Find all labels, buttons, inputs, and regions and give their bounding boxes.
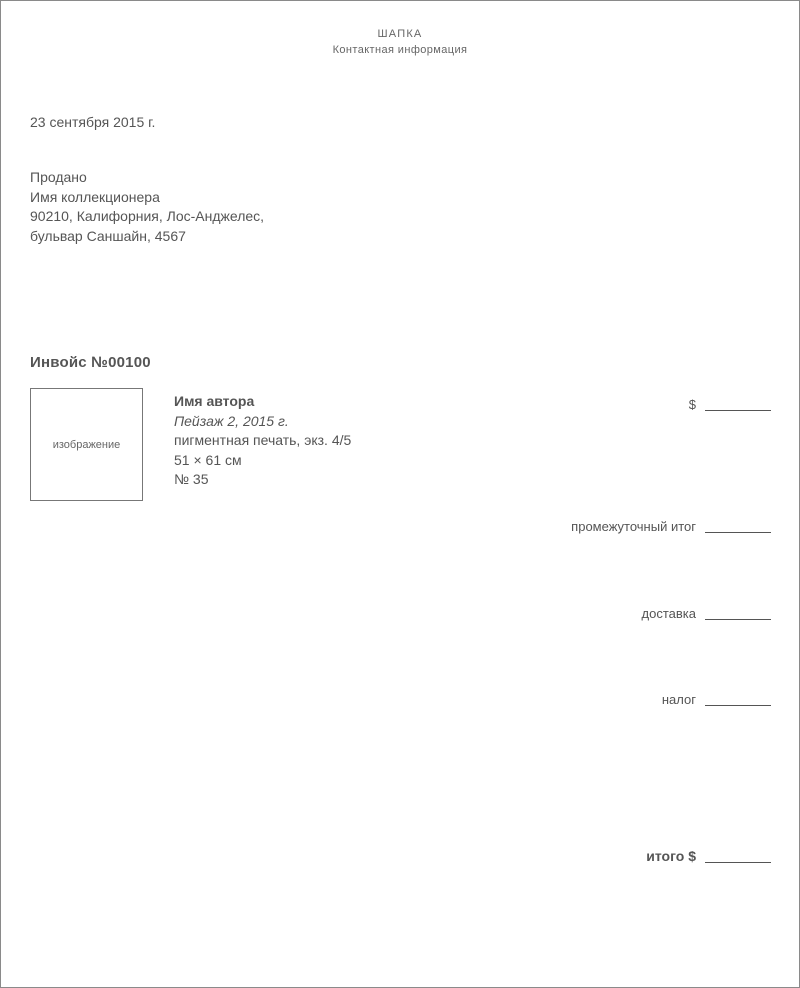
shipping-blank-line (705, 607, 771, 620)
artwork-dimensions: 51 × 61 см (174, 451, 242, 468)
tax-label: налог (661, 692, 696, 707)
subtotal-label: промежуточный итог (571, 519, 696, 534)
artwork-details (174, 392, 351, 490)
shipping-row (642, 606, 771, 621)
artwork-author: Имя автора (174, 393, 255, 409)
artwork-number: № 35 (174, 471, 209, 487)
subtotal-blank-line (705, 520, 771, 533)
buyer-name: Имя коллекционера (30, 188, 160, 205)
buyer-block (30, 168, 264, 246)
artwork-title: Пейзаж 2, 2015 г. (174, 412, 289, 429)
total-row (646, 849, 771, 864)
artwork-image-placeholder (30, 388, 143, 501)
shipping-label: доставка (641, 606, 696, 621)
tax-row (662, 692, 771, 707)
invoice-number-title: Инвойс №00100 (30, 354, 151, 371)
image-placeholder-label: изображение (52, 438, 121, 451)
invoice-date: 23 сентября 2015 г. (30, 114, 156, 130)
tax-blank-line (705, 693, 771, 706)
letterhead-title: ШАПКА (377, 28, 423, 40)
price-blank-line (705, 398, 771, 411)
total-blank-line (705, 850, 771, 863)
letterhead (1, 27, 799, 57)
buyer-address-line1: 90210, Калифорния, Лос-Анджелес, (30, 208, 265, 224)
price-row (689, 397, 771, 412)
sold-to-label: Продано (30, 169, 87, 185)
letterhead-contact-info: Контактная информация (332, 44, 468, 56)
artwork-medium: пигментная печать, экз. 4/5 (174, 432, 352, 448)
total-label: итого $ (646, 848, 696, 864)
price-label: $ (688, 397, 696, 412)
subtotal-row (571, 519, 771, 534)
buyer-address-line2: бульвар Саншайн, 4567 (30, 227, 186, 244)
